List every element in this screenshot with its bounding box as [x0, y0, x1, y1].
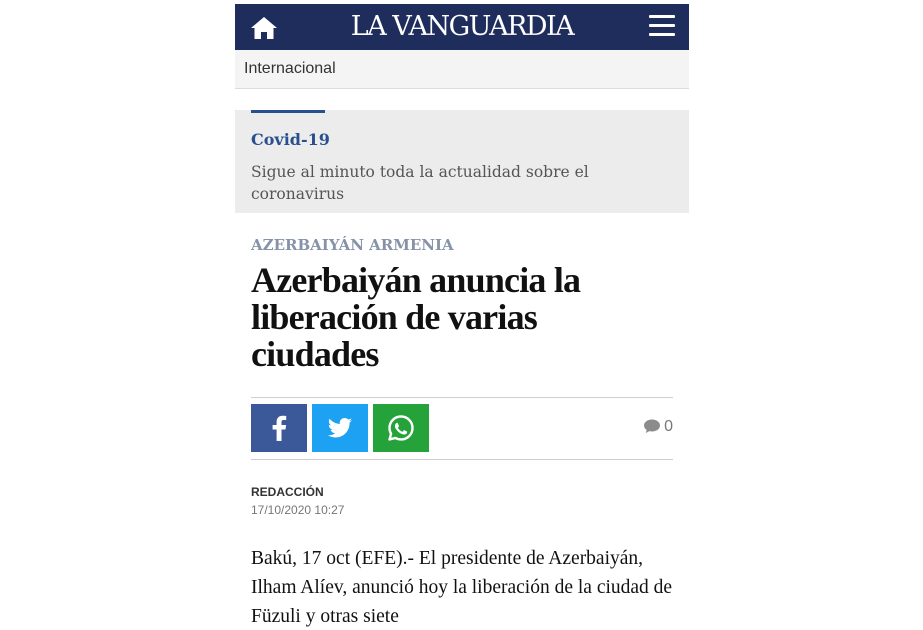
promo-accent-rule: [251, 110, 325, 113]
article-page: [235, 4, 689, 630]
comments-link[interactable]: [643, 418, 673, 436]
article-kicker[interactable]: AZERBAIYÁN ARMENIA: [251, 236, 454, 254]
comment-icon: [643, 418, 661, 434]
twitter-share-button[interactable]: [312, 404, 368, 452]
site-logo[interactable]: LA VANGUARDIA: [350, 11, 574, 42]
facebook-icon: [251, 404, 307, 452]
promo-text[interactable]: Sigue al minuto toda la actualidad sobre el coronavirus: [251, 163, 589, 203]
article-date: 17/10/2020 10:27: [251, 503, 345, 517]
facebook-share-button[interactable]: [251, 404, 307, 452]
section-bar: [235, 50, 689, 89]
share-divider-bottom: [251, 459, 673, 460]
share-divider-top: [251, 397, 673, 398]
article-body: Bakú, 17 oct (EFE).- El presidente de Azerbaiyán, Ilham Alíev, anunció hoy la liberación de la ciudad de Füzuli y otras siete: [251, 548, 673, 627]
top-navigation-bar: [235, 4, 689, 50]
whatsapp-share-button[interactable]: [373, 404, 429, 452]
comment-count: 0: [664, 418, 673, 435]
whatsapp-icon: [373, 404, 429, 452]
menu-button[interactable]: [649, 15, 675, 37]
article-headline: Azerbaiyán anuncia la liberación de varias ciudades: [251, 260, 581, 374]
article-author: REDACCIÓN: [251, 485, 324, 499]
promo-title[interactable]: Covid-19: [251, 130, 330, 149]
section-link[interactable]: Internacional: [244, 60, 336, 77]
hamburger-menu-icon: [649, 15, 675, 18]
twitter-icon: [312, 404, 368, 452]
covid-promo-box[interactable]: [235, 110, 689, 213]
